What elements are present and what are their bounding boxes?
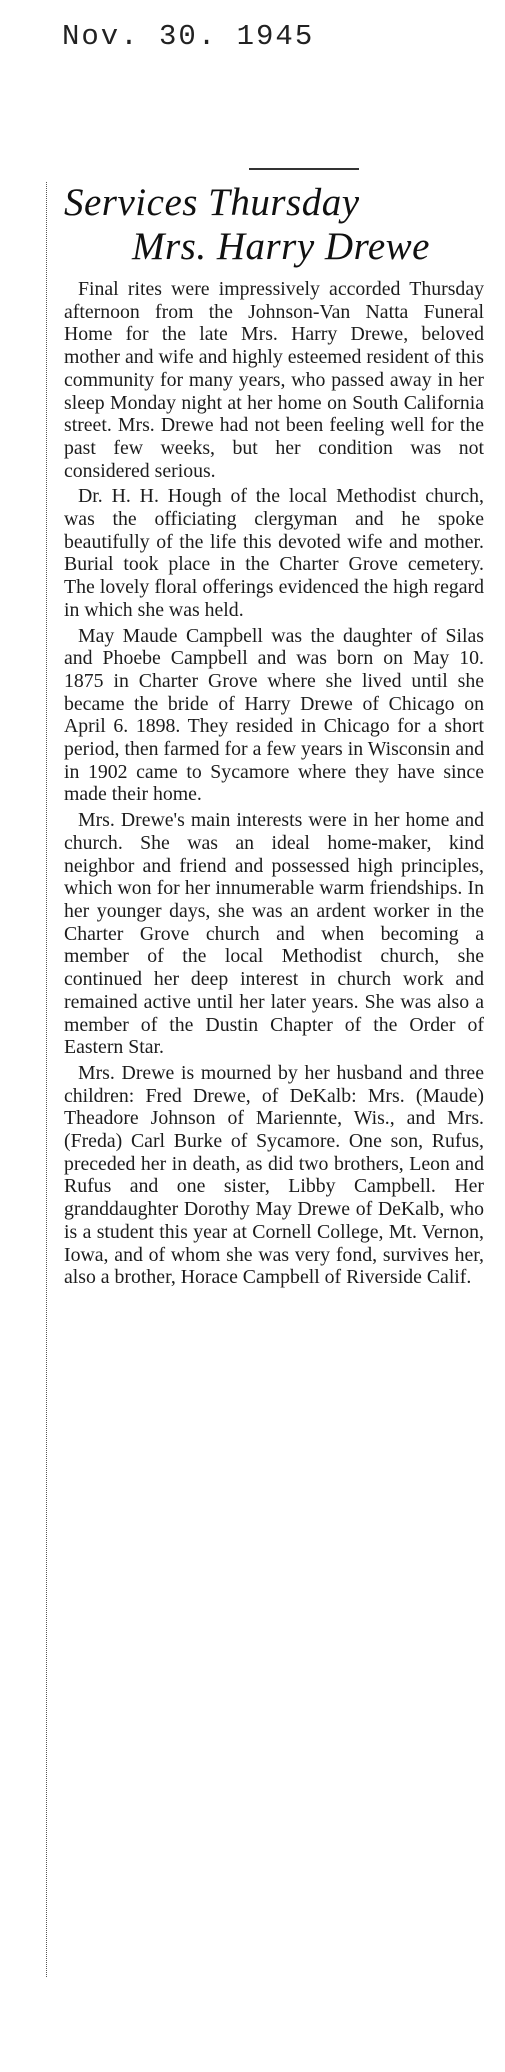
paragraph-biography: May Maude Campbell was the daughter of Silas and Phoebe Campbell and was born on May 10. 1875 in Charter Grove where she lived until she became the bride of Harry Drewe of Chicago on April 6. 1898. They resided in Chicago for a short period, then farmed for a few years in Wisconsin and in 1902 came to Sycamore where they have since made their home. bbox=[64, 624, 484, 806]
headline-line-2: Mrs. Harry Drewe bbox=[132, 225, 430, 268]
newspaper-clipping bbox=[44, 160, 484, 2040]
headline-line-1: Services Thursday bbox=[64, 181, 360, 224]
paragraph-interests: Mrs. Drewe's main interests were in her home and church. She was an ideal home-maker, kind neighbor and friend and possessed high principles, which won for her innumerable warm friendships. In her younger days, she was an ardent worker in the Charter Grove church and when becoming a member of the local Methodist church, she continued her deep interest in church work and remained active until her later years. She was also a member of the Dustin Chapter of the Order of Eastern Star. bbox=[64, 809, 484, 1059]
paragraph-service: Final rites were impressively accorded Thursday afternoon from the Johnson-Van Natta Funeral Home for the late Mrs. Harry Drewe, beloved mother and wife and highly esteemed resident of this community for many years, who passed away in her sleep Monday night at her home on South California street. Mrs. Drewe had not been feeling well for the past few weeks, but her condition was not considered serious. bbox=[64, 278, 484, 482]
paragraph-burial: Dr. H. H. Hough of the local Methodist church, was the officiating clergyman and he spoke beautifully of the life this devoted wife and mother. Burial took place in the Charter Grove cemetery. The lovely floral offerings evidenced the high regard in which she was held. bbox=[64, 485, 484, 621]
paragraph-survivors: Mrs. Drewe is mourned by her husband and three children: Fred Drewe, of DeKalb: Mrs. (Maude) Theadore Johnson of Mariennte, Wis., and Mrs. (Freda) Carl Burke of Sycamore. One son, Rufus, preceded her in death, as did two brothers, Leon and Rufus and one sister, Libby Campbell. Her granddaughter Dorothy May Drewe of DeKalb, who is a student this year at Cornell College, Mt. Vernon, Iowa, and of whom she was very fond, survives her, also a brother, Horace Campbell of Riverside Calif. bbox=[64, 1061, 484, 1289]
column-edge bbox=[46, 182, 47, 1977]
article-body bbox=[64, 278, 484, 1292]
column-rule bbox=[249, 168, 359, 170]
clipping-date: Nov. 30. 1945 bbox=[62, 20, 315, 53]
